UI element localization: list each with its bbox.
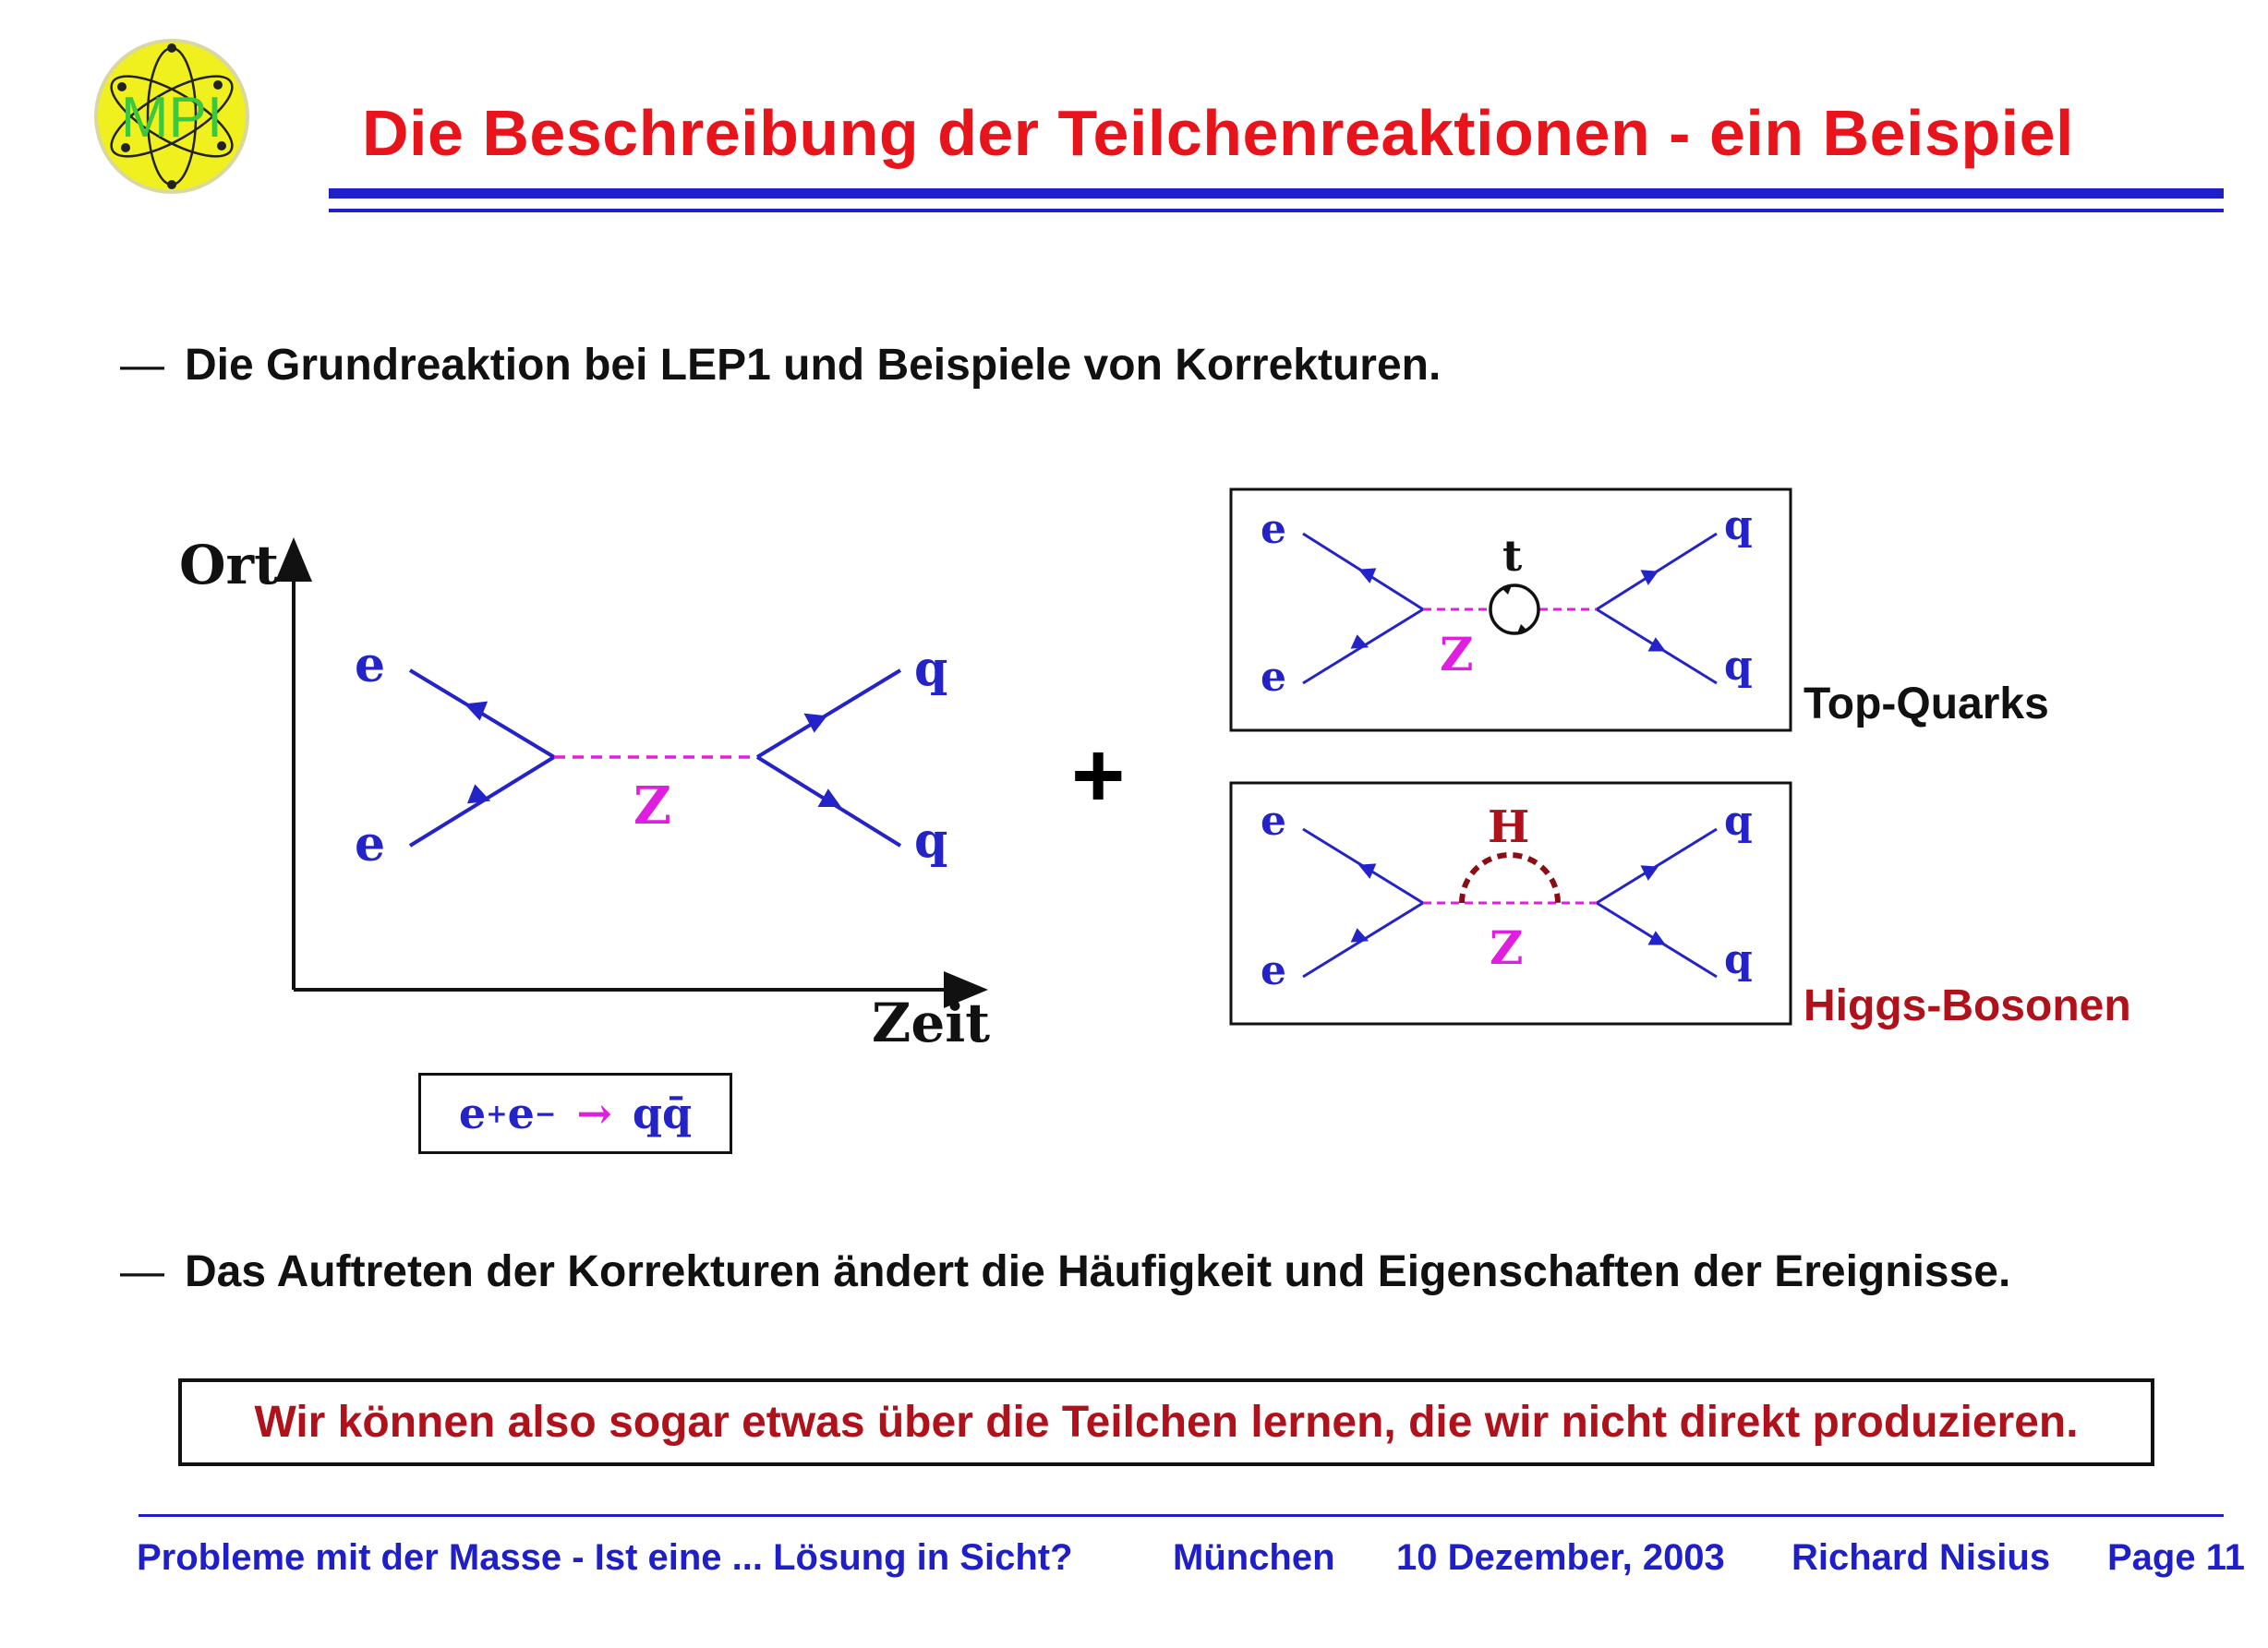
x-axis-label: Zeit — [872, 992, 991, 1054]
label-e-top: e — [1261, 506, 1286, 553]
formula-sup-minus: − — [534, 1098, 557, 1129]
top-quark-correction-diagram — [1229, 487, 1792, 732]
bullet-dash: — — [120, 1247, 164, 1296]
reaction-formula — [418, 1073, 732, 1154]
higgs-correction-diagram — [1229, 781, 1792, 1026]
formula-qqbar: qq̄ — [632, 1089, 693, 1138]
arrow-e-bottom — [470, 788, 487, 801]
footer-location: München — [1173, 1537, 1335, 1578]
arrow-q-bottom — [821, 792, 838, 805]
footer-author: Richard Nisius — [1791, 1537, 2051, 1578]
label-e-bottom: e — [355, 816, 386, 872]
label-e-bottom: e — [1261, 654, 1286, 701]
formula-e2: e — [507, 1089, 535, 1138]
footer-rule — [139, 1514, 2224, 1517]
top-quarks-caption: Top-Quarks — [1804, 680, 2049, 728]
title-rule-thick — [329, 188, 2224, 198]
label-q-bottom: q — [914, 812, 948, 869]
footer-date: 10 Dezember, 2003 — [1396, 1537, 1725, 1578]
higgs-bosons-caption: Higgs-Bosonen — [1804, 981, 2131, 1030]
label-z: Z — [1490, 920, 1524, 975]
label-z: Z — [1440, 627, 1474, 681]
label-q-bottom: q — [1724, 936, 1753, 983]
label-e-top: e — [1261, 798, 1286, 845]
mpi-logo — [89, 33, 255, 199]
label-e-bottom: e — [1261, 947, 1286, 994]
formula-sup-plus: + — [486, 1098, 508, 1129]
label-t: t — [1502, 531, 1523, 581]
logo-text: MPI — [120, 86, 223, 150]
conclusion-box: Wir können also sogar etwas über die Teilchen lernen, die wir nicht direkt produzieren. — [178, 1378, 2154, 1466]
footer-talk-title: Probleme mit der Masse - Ist eine ... Lösung in Sicht? — [137, 1537, 1073, 1578]
bullet-1 — [120, 340, 1441, 391]
page-title: Die Beschreibung der Teilchenreaktionen - ein Beispiel — [362, 97, 2074, 169]
label-e-top: e — [355, 637, 386, 693]
bullet-1-text: Die Grundreaktion bei LEP1 und Beispiele von Korrekturen. — [185, 341, 1442, 390]
bullet-2-text: Das Auftreten der Korrekturen ändert die Häufigkeit und Eigenschaften der Ereignisse. — [185, 1247, 2011, 1296]
formula-arrow: → — [576, 1089, 612, 1138]
label-z: Z — [633, 776, 671, 836]
plus-sign: + — [1071, 724, 1126, 827]
label-h: H — [1488, 801, 1530, 853]
y-axis-label: Ort — [179, 535, 279, 596]
label-q-top: q — [1724, 502, 1753, 549]
title-rule-thin — [329, 209, 2224, 212]
label-q-bottom: q — [1724, 643, 1753, 690]
main-feynman-diagram — [166, 535, 997, 1071]
bullet-2 — [120, 1246, 2010, 1297]
bullet-dash: — — [120, 341, 164, 390]
label-q-top: q — [1724, 798, 1753, 845]
footer-page-number: Page 11 — [2107, 1537, 2246, 1578]
label-q-top: q — [914, 641, 948, 697]
formula-e1: e — [458, 1089, 487, 1138]
